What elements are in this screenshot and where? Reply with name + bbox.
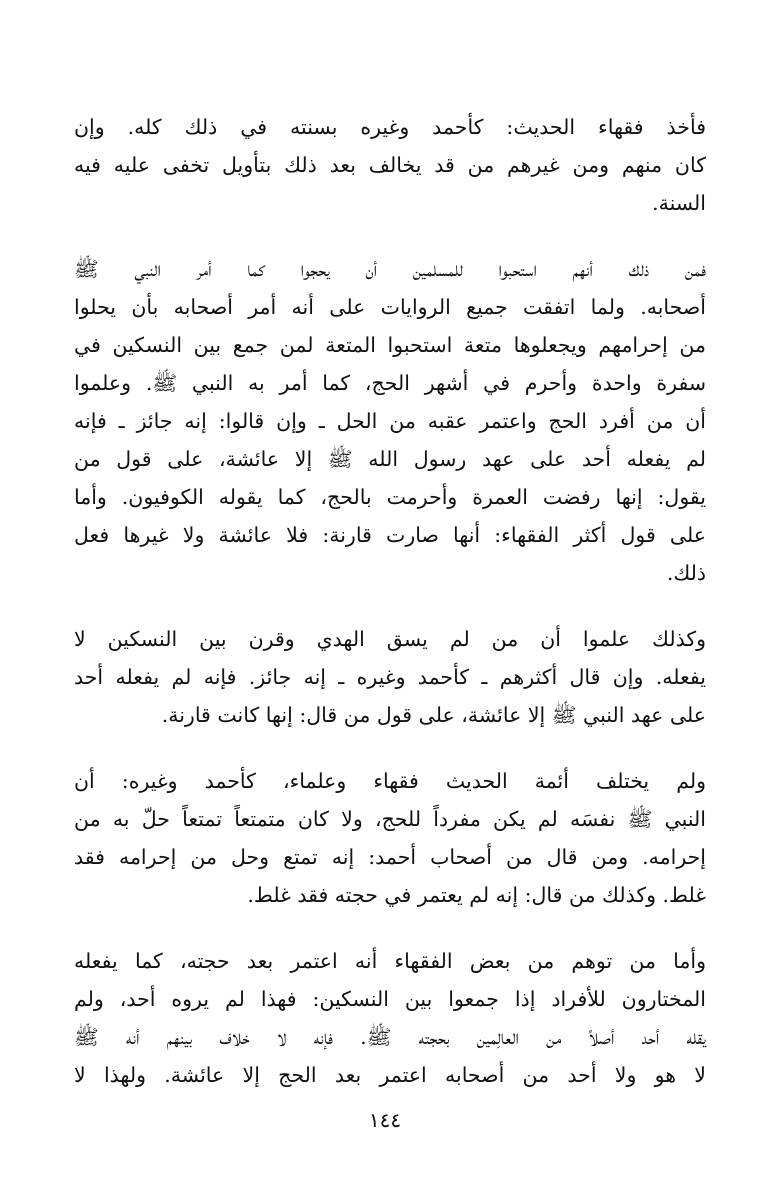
text-line: فمن ذلك أنهم استحبوا للمسلمين أن يحجوا كما أمر النبي ﷺ — [74, 257, 706, 281]
page-body — [74, 108, 706, 1122]
text-line: يفعله. وإن قال أكثرهم ـ كأحمد وغيره ـ إنه جائز. فإنه لم يفعله أحد — [74, 665, 706, 689]
text-line: على عهد النبي ﷺ إلا عائشة، على قول من قال: إنها كانت قارنة. — [161, 703, 706, 727]
paragraph-2 — [74, 250, 706, 592]
text-line: فأخذ فقهاء الحديث: كأحمد وغيره بسنته في ذلك كله. وإن — [74, 115, 706, 139]
text-line: السنة. — [652, 191, 706, 215]
paragraph-1 — [74, 108, 706, 222]
text-line: إحرامه. ومن قال من أصحاب أحمد: إنه تمتع وحل من إحرامه فقد — [74, 845, 706, 869]
page-number: ١٤٤ — [368, 1108, 402, 1132]
text-line: وكذلك علموا أن من لم يسق الهدي وقرن بين النسكين لا — [74, 627, 706, 651]
text-line: كان منهم ومن غيرهم من قد يخالف بعد ذلك بتأويل تخفى عليه فيه — [74, 153, 706, 177]
text-line: النبي ﷺ نفسَه لم يكن مفرداً للحج، ولا كان متمتعاً تمتعاً حلّ به من — [74, 807, 706, 831]
text-line: ولم يختلف أئمة الحديث فقهاء وعلماء، كأحمد وغيره: أن — [74, 769, 706, 793]
paragraph-4 — [74, 762, 706, 914]
text-line: سفرة واحدة وأحرم في أشهر الحج، كما أمر به النبي ﷺ. وعلموا — [74, 371, 706, 395]
text-line: على قول أكثر الفقهاء: أنها صارت قارنة: فلا عائشة ولا غيرها فعل — [74, 523, 706, 547]
text-line: يقله أحد أصلاً من العالِمين بحجته ﷺ. فإنه لا خلاف بينهم أنه ﷺ — [74, 1025, 706, 1049]
text-line: أن من أفرد الحج واعتمر عقبه من الحل ـ وإن قالوا: إنه جائز ـ فإنه — [74, 409, 706, 433]
text-line: أصحابه. ولما اتفقت جميع الروايات على أنه أمر أصحابه بأن يحلوا — [74, 295, 706, 319]
text-line: غلط. وكذلك من قال: إنه لم يعتمر في حجته فقد غلط. — [247, 883, 706, 907]
text-line: لم يفعله أحد على عهد رسول الله ﷺ إلا عائشة، على قول من — [74, 447, 706, 471]
text-line: ذلك. — [666, 561, 706, 585]
paragraph-3 — [74, 620, 706, 734]
text-line: لا هو ولا أحد من أصحابه اعتمر بعد الحج إلا عائشة. ولهذا لا — [74, 1063, 706, 1087]
paragraph-5 — [74, 942, 706, 1094]
text-line: من إحرامهم ويجعلوها متعة استحبوا المتعة لمن جمع بين النسكين في — [74, 333, 706, 357]
text-line: وأما من توهم من بعض الفقهاء أنه اعتمر بعد حجته، كما يفعله — [74, 949, 706, 973]
text-line: يقول: إنها رفضت العمرة وأحرمت بالحج، كما يقوله الكوفيون. وأما — [74, 485, 706, 509]
text-line: المختارون للأفراد إذا جمعوا بين النسكين: فهذا لم يروه أحد، ولم — [74, 987, 706, 1011]
